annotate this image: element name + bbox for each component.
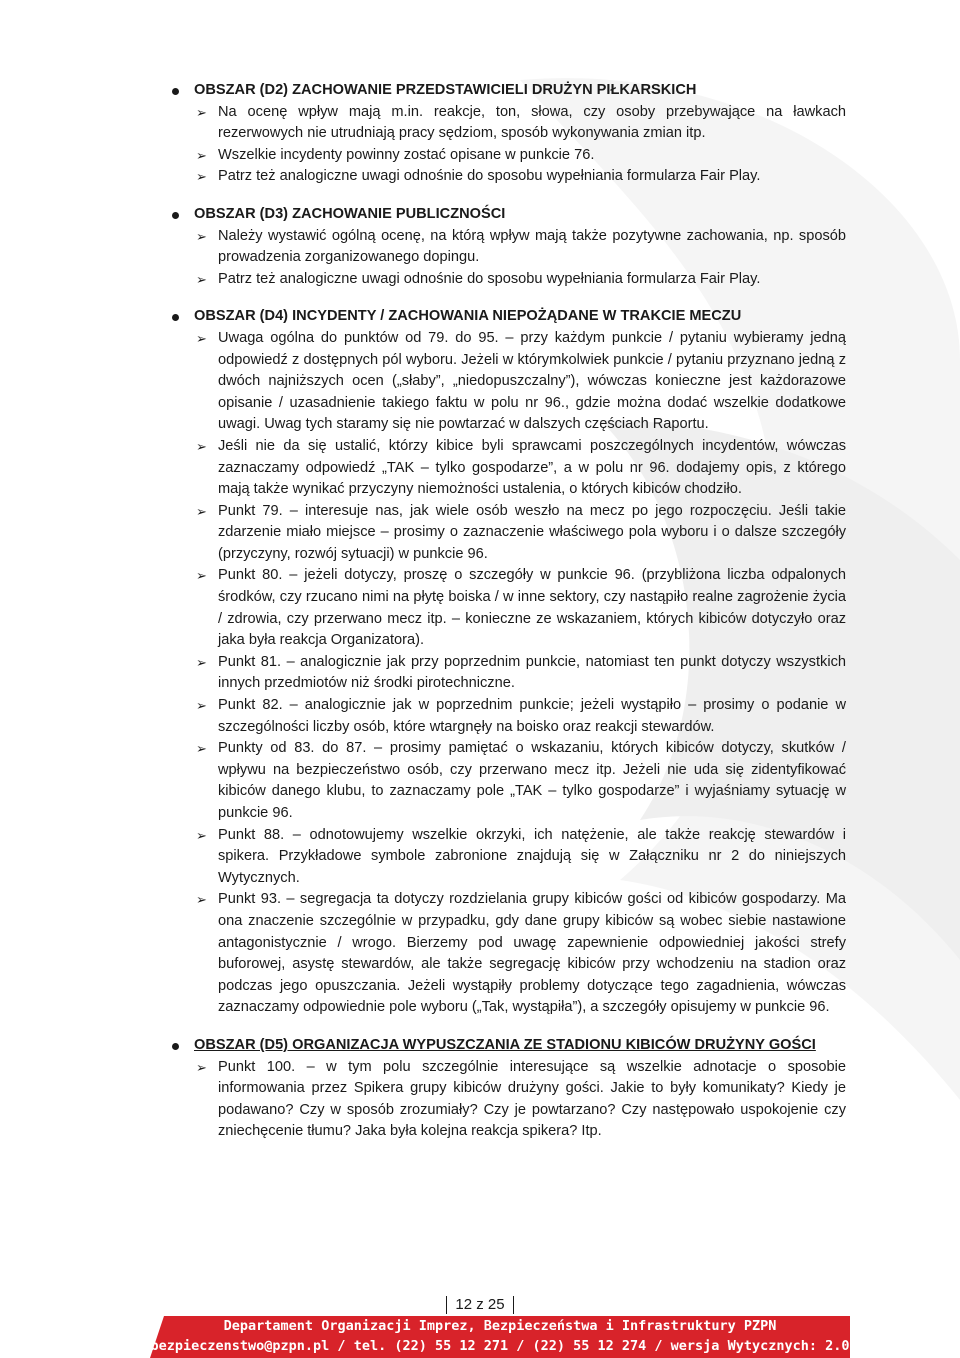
list-item: [170, 145, 846, 167]
list-item: [170, 269, 846, 291]
arrow-bullet-icon: ➢: [196, 330, 207, 346]
list-item: [170, 889, 846, 1019]
arrow-bullet-icon: ➢: [196, 654, 207, 670]
arrow-bullet-icon: ➢: [196, 104, 207, 120]
section-title: [170, 306, 846, 328]
arrow-bullet-icon: ➢: [196, 438, 207, 454]
section-4: [170, 1035, 846, 1143]
section-title-text: OBSZAR (D3) ZACHOWANIE PUBLICZNOŚCI: [194, 205, 506, 222]
document-body: [170, 80, 846, 1159]
arrow-bullet-icon: ➢: [196, 503, 207, 519]
list-item: [170, 501, 846, 566]
bullet-icon: [172, 212, 179, 219]
arrow-bullet-icon: ➢: [196, 892, 207, 908]
arrow-bullet-icon: ➢: [196, 228, 207, 244]
list-item: [170, 695, 846, 738]
bullet-icon: [172, 88, 179, 95]
section-1: [170, 80, 846, 188]
arrow-bullet-icon: ➢: [196, 698, 207, 714]
list-item-text: Punkt 88. – odnotowujemy wszelkie okrzyki, ich natężenie, ale także reakcję stewardów i spikera. Przykładowe symbole zabronione znajdują się w Załączniku nr 2 do niniejszych Wytycznych.: [218, 826, 846, 886]
list-item: [170, 652, 846, 695]
list-item: [170, 1057, 846, 1143]
list-item: [170, 565, 846, 651]
section-title: [170, 204, 846, 226]
list-item-text: Należy wystawić ogólną ocenę, na którą wpływ mają także pozytywne zachowania, np. sposób prowadzenia zorganizowanego dopingu.: [218, 227, 846, 266]
list-item-text: Jeśli nie da się ustalić, którzy kibice byli sprawcami poszczególnych incydentów, wówczas zaznaczamy odpowiedź „TAK – tylko gospodarze”, a w polu nr 96. dodajemy opis, z którego mają także wynikać przyczyny niemożności ustalenia, o których kibiców chodziło.: [218, 437, 846, 498]
arrow-bullet-icon: ➢: [196, 169, 207, 185]
arrow-bullet-icon: ➢: [196, 1059, 207, 1075]
section-title-text: OBSZAR (D4) INCYDENTY / ZACHOWANIA NIEPOŻĄDANE W TRAKCIE MECZU: [194, 308, 742, 325]
arrow-bullet-icon: ➢: [196, 568, 207, 584]
list-item-text: Punkt 100. – w tym polu szczególnie interesujące są wszelkie adnotacje o sposobie informowania przez Spikera grupy kibiców drużyny gości. Jakie to były komunikaty? Kiedy je podawano? Czy w sposób zrozumiały? Czy je powtarzano? Czy następowało uspokojenie czy zniechęcenie tłumu? Jaka była kolejna reakcja spikera? Itp.: [218, 1058, 846, 1140]
list-item-text: Na ocenę wpływ mają m.in. reakcje, ton, słowa, czy osoby przebywające na ławkach rezerwowych nie utrudniają pracy sędziom, sposób wykonywania zmian itp.: [218, 103, 846, 142]
list-item: [170, 328, 846, 436]
list-item-text: Punkt 82. – analogicznie jak w poprzednim punkcie; jeżeli wystąpiło – prosimy o podanie w szczególności liczby osób, które wtargnęły na boisko oraz reakcji stewardów.: [218, 697, 846, 735]
section-title-text: OBSZAR (D5) ORGANIZACJA WYPUSZCZANIA ZE STADIONU KIBICÓW DRUŻYNY GOŚCI: [194, 1036, 816, 1053]
footer-department: Departament Organizacji Imprez, Bezpieczeństwa i Infrastruktury PZPN: [223, 1318, 777, 1334]
list-item-text: Punkt 79. – interesuje nas, jak wiele osób weszło na mecz po jego rozpoczęciu. Jeśli takie zdarzenie miało miejsce – prosimy o zaznaczenie właściwego pola wyboru i o dalsze szczegóły (przyczyny, rozwój sytuacji) w punkcie 96.: [218, 502, 846, 562]
list-item: [170, 436, 846, 501]
list-item-text: Patrz też analogiczne uwagi odnośnie do sposobu wypełniania formularza Fair Play.: [218, 270, 761, 287]
list-item-text: Punkt 93. – segregacja ta dotyczy rozdzielania grupy kibiców gości od kibiców gospodarzy. Ma ona znaczenie szczególnie w przypadku, gdy dane grupy kibiców są wobec siebie nastawione antagonistycznie / wrogo. Bierzemy pod uwagę zapewnienie odpowiedniej jakości strefy buforowej, asystę stewardów, ale także segregację kibiców przy wchodzeniu na stadion oraz podczas jego opuszczania. Jeżeli wystąpiły problemy dotyczące tego zagadnienia, wówczas zaznaczamy odpowiednie pole wyboru („Tak, wystąpiła”), a szczegóły opisujemy w punkcie 96.: [218, 891, 846, 1016]
list-item: [170, 166, 846, 188]
list-item: [170, 226, 846, 269]
list-item-text: Punkty od 83. do 87. – prosimy pamiętać o wskazaniu, których kibiców dotyczy, skutków / wpływu na bezpieczeństwo osób, czy przerwano mecz itp. Jeżeli nie uda się zidentyfikować kibiców danego klubu, to zaznaczamy pole „TAK – tylko gospodarze” i wyjaśniamy sytuację w punkcie 96.: [218, 740, 846, 821]
arrow-bullet-icon: ➢: [196, 827, 207, 843]
list-item: [170, 102, 846, 145]
footer-contact: bezpieczenstwo@pzpn.pl / tel. (22) 55 12 271 / (22) 55 12 274 / wersja Wytycznych: 2.0: [150, 1338, 850, 1354]
list-item-text: Patrz też analogiczne uwagi odnośnie do sposobu wypełniania formularza Fair Play.: [218, 168, 761, 185]
section-title: [170, 80, 846, 102]
section-2: [170, 204, 846, 290]
list-item: [170, 738, 846, 824]
arrow-bullet-icon: ➢: [196, 741, 207, 757]
list-item-text: Wszelkie incydenty powinny zostać opisane w punkcie 76.: [218, 146, 595, 163]
bullet-icon: [172, 1043, 179, 1050]
page-number-text: 12 z 25: [455, 1296, 505, 1313]
list-item-text: Punkt 81. – analogicznie jak przy poprzednim punkcie, natomiast ten punkt dotyczy wszystkich innych przedmiotów niż środki pirotechniczne.: [218, 653, 846, 692]
section-3: [170, 306, 846, 1019]
list-item-text: Punkt 80. – jeżeli dotyczy, proszę o szczegóły w punkcie 96. (przybliżona liczba odpalonych środków, czy rzucano nimi na płytę boiska / w inne sektory, czy nastąpiło realne zagrożenie życia / zdrowia, czy przerwano mecz itp. – konieczne ze wskazaniem, których kibiców dotyczyło oraz jaka była reakcja Organizatora).: [218, 567, 846, 649]
arrow-bullet-icon: ➢: [196, 147, 207, 163]
bullet-icon: [172, 314, 179, 321]
section-title-text: OBSZAR (D2) ZACHOWANIE PRZEDSTAWICIELI DRUŻYN PIŁKARSKICH: [194, 82, 697, 98]
section-title: [170, 1035, 846, 1057]
list-item-text: Uwaga ogólna do punktów od 79. do 95. – przy każdym punkcie / pytaniu wybieramy jedną odpowiedź z dostępnych pól wyboru. Jeżeli w którymkolwiek punkcie / pytaniu przyznano jedną z dwóch najniższych ocen („słaby”, „niedopuszczalny”), wówczas konieczne jest każdorazowe opisanie / uzasadnienie takiego faktu w polu nr 96., gdzie można dodać wszelkie dodatkowe uwagi. Uwag tych staramy się nie powtarzać w dalszych częściach Raportu.: [218, 329, 846, 433]
arrow-bullet-icon: ➢: [196, 271, 207, 287]
list-item: [170, 825, 846, 890]
page-number: [0, 1296, 960, 1314]
